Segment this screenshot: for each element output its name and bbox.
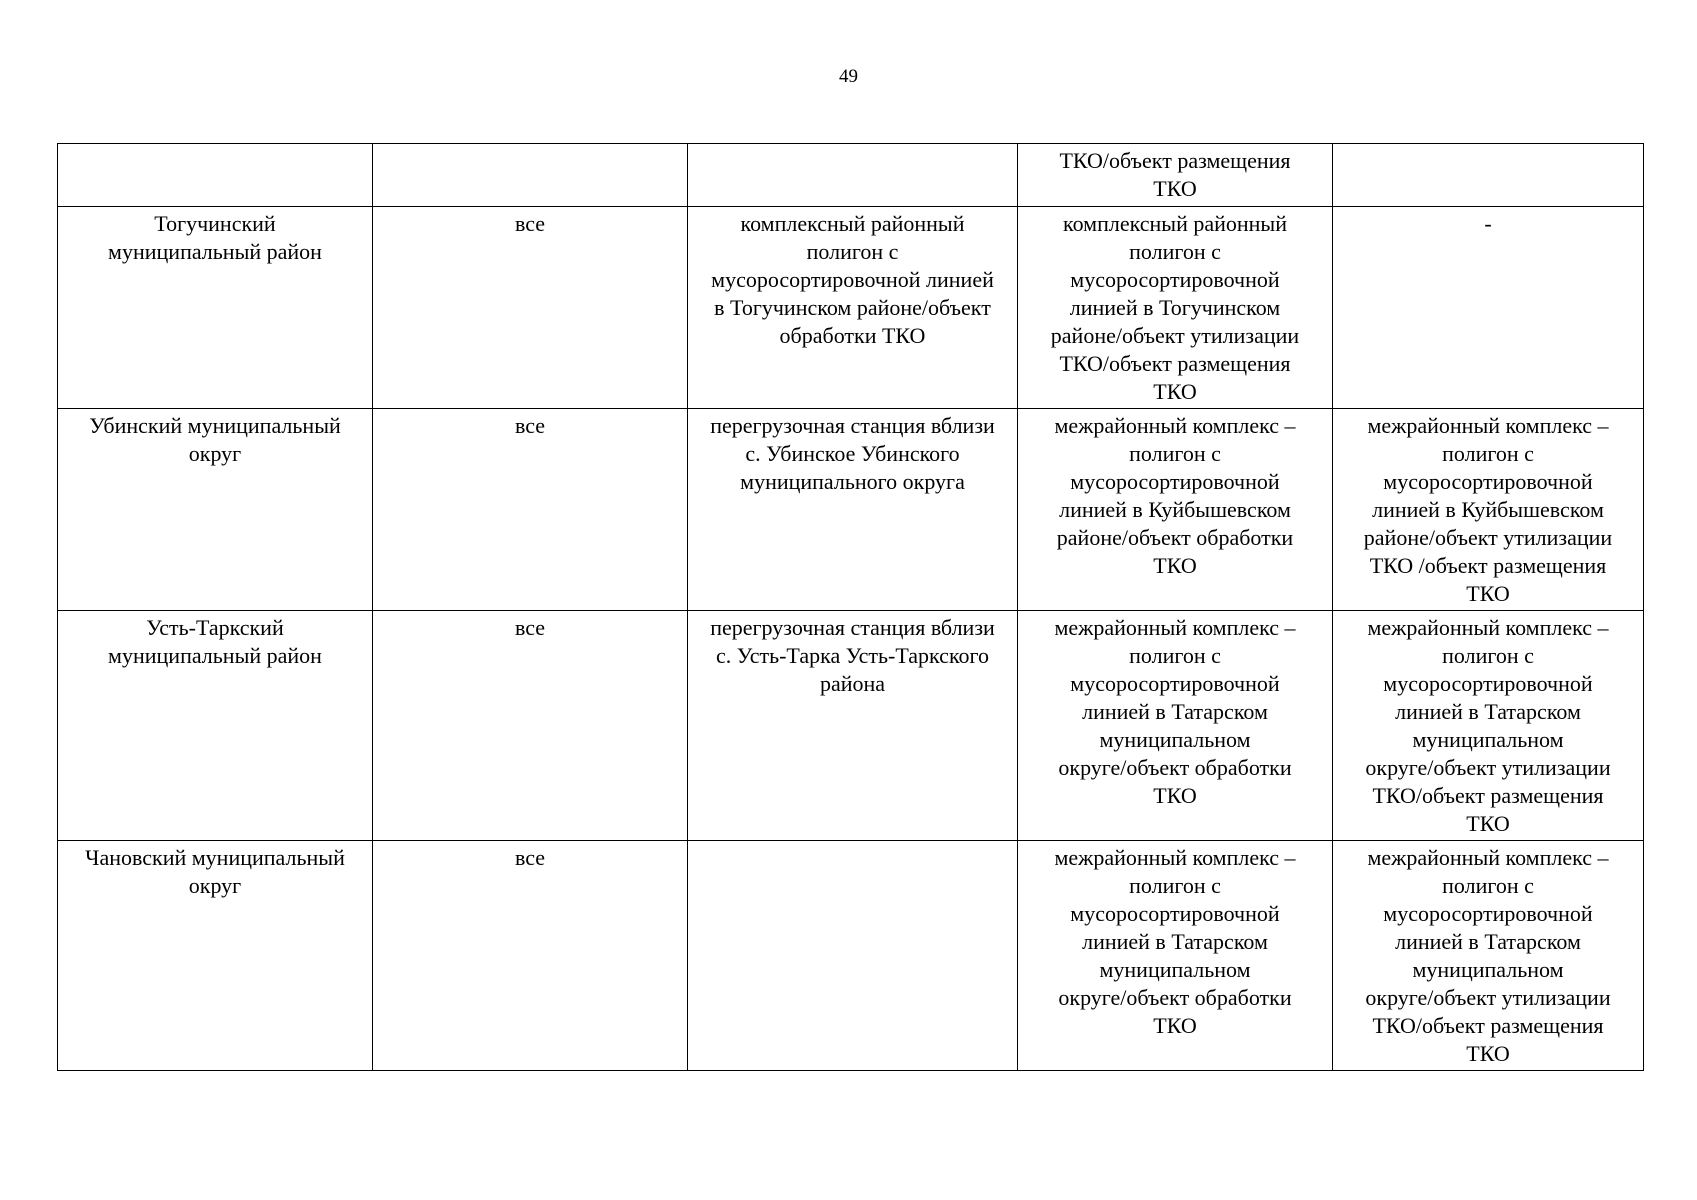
cell-district: Тогучинский муниципальный район — [58, 207, 373, 409]
table-row — [58, 207, 1644, 409]
cell-processing — [688, 841, 1018, 1071]
waste-routing-table — [57, 143, 1644, 1071]
cell-placement: межрайонный комплекс – полигон с мусоросортировочной линией в Куйбышевском районе/объект утилизации ТКО /объект размещения ТКО — [1333, 409, 1644, 611]
cell-settlements: все — [373, 841, 688, 1071]
cell-utilization: межрайонный комплекс – полигон с мусоросортировочной линией в Татарском муниципальном округе/объект обработки ТКО — [1018, 841, 1333, 1071]
cell-district: Усть-Таркский муниципальный район — [58, 611, 373, 841]
table-row — [58, 409, 1644, 611]
table-row — [58, 611, 1644, 841]
cell-processing — [688, 144, 1018, 207]
cell-processing: перегрузочная станция вблизи с. Убинское Убинского муниципального округа — [688, 409, 1018, 611]
cell-settlements: все — [373, 409, 688, 611]
cell-utilization: ТКО/объект размещения ТКО — [1018, 144, 1333, 207]
cell-placement — [1333, 144, 1644, 207]
cell-utilization: межрайонный комплекс – полигон с мусоросортировочной линией в Куйбышевском районе/объект обработки ТКО — [1018, 409, 1333, 611]
table-row — [58, 841, 1644, 1071]
cell-district: Чановский муниципальный округ — [58, 841, 373, 1071]
cell-settlements: все — [373, 611, 688, 841]
cell-processing: перегрузочная станция вблизи с. Усть-Тарка Усть-Таркского района — [688, 611, 1018, 841]
cell-utilization: межрайонный комплекс – полигон с мусоросортировочной линией в Татарском муниципальном округе/объект обработки ТКО — [1018, 611, 1333, 841]
cell-settlements — [373, 144, 688, 207]
cell-placement: межрайонный комплекс – полигон с мусоросортировочной линией в Татарском муниципальном округе/объект утилизации ТКО/объект размещения ТКО — [1333, 611, 1644, 841]
page-number: 49 — [839, 66, 858, 87]
cell-utilization: комплексный районный полигон с мусоросортировочной линией в Тогучинском районе/объект утилизации ТКО/объект размещения ТКО — [1018, 207, 1333, 409]
cell-processing: комплексный районный полигон с мусоросортировочной линией в Тогучинском районе/объект обработки ТКО — [688, 207, 1018, 409]
cell-settlements: все — [373, 207, 688, 409]
cell-district — [58, 144, 373, 207]
cell-district: Убинский муниципальный округ — [58, 409, 373, 611]
cell-placement: - — [1333, 207, 1644, 409]
cell-placement: межрайонный комплекс – полигон с мусоросортировочной линией в Татарском муниципальном округе/объект утилизации ТКО/объект размещения ТКО — [1333, 841, 1644, 1071]
table-row — [58, 144, 1644, 207]
